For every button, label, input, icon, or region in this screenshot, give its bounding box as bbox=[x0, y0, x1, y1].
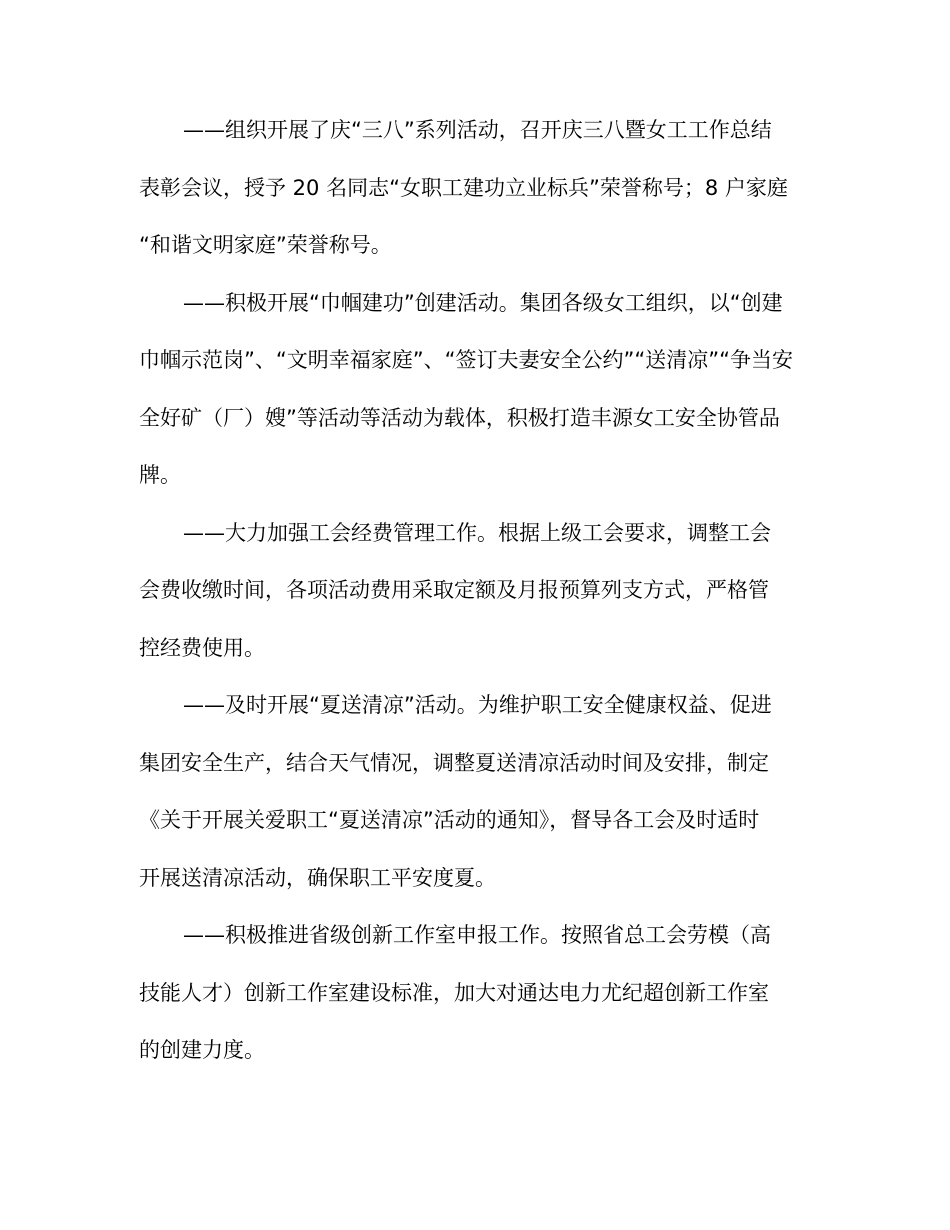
paragraph-line: 的创建力度。 bbox=[139, 1038, 265, 1062]
paragraph-line: “和谐文明家庭”荣誉称号。 bbox=[139, 233, 392, 257]
document-body bbox=[139, 102, 803, 1080]
paragraph-line: ——大力加强工会经费管理工作。根据上级工会要求，调整工会 bbox=[183, 520, 771, 545]
paragraph-line: ——组织开展了庆“三八”系列活动，召开庆三八暨女工工作总结 bbox=[183, 118, 772, 142]
paragraph-line: ——积极推进省级创新工作室申报工作。按照省总工会劳模（高 bbox=[183, 923, 771, 947]
paragraph-line: 开展送清凉活动，确保职工平安度夏。 bbox=[139, 865, 496, 890]
paragraph-line: 《关于开展关爱职工“夏送清凉”活动的通知》，督导各工会及时适时 bbox=[139, 808, 760, 832]
paragraph-line: 表彰会议，授予 20 名同志“女职工建功立业标兵”荣誉称号；8 户家庭 bbox=[139, 175, 788, 200]
paragraph-line: 技能人才）创新工作室建设标准，加大对通达电力尤纪超创新工作室 bbox=[139, 980, 769, 1005]
paragraph-4 bbox=[139, 677, 803, 907]
paragraph-line: 控经费使用。 bbox=[139, 635, 265, 660]
paragraph-2 bbox=[139, 275, 803, 505]
paragraph-5 bbox=[139, 907, 803, 1080]
paragraph-line: 全好矿（厂）嫂”等活动等活动为载体，积极打造丰源女工安全协管品 bbox=[139, 405, 780, 430]
paragraph-line: 巾帼示范岗”、“文明幸福家庭”、“签订夫妻安全公约”“送清凉”“争当安 bbox=[139, 348, 794, 372]
paragraph-line: 会费收缴时间，各项活动费用采取定额及月报预算列支方式，严格管 bbox=[139, 578, 769, 602]
paragraph-1 bbox=[139, 102, 803, 275]
paragraph-line: 牌。 bbox=[139, 463, 181, 487]
paragraph-line: ——积极开展“巾帼建功”创建活动。集团各级女工组织，以“创建 bbox=[183, 290, 783, 315]
paragraph-3 bbox=[139, 505, 803, 678]
paragraph-line: ——及时开展“夏送清凉”活动。为维护职工安全健康权益、促进 bbox=[183, 693, 772, 717]
paragraph-line: 集团安全生产，结合天气情况，调整夏送清凉活动时间及安排，制定 bbox=[139, 750, 769, 775]
